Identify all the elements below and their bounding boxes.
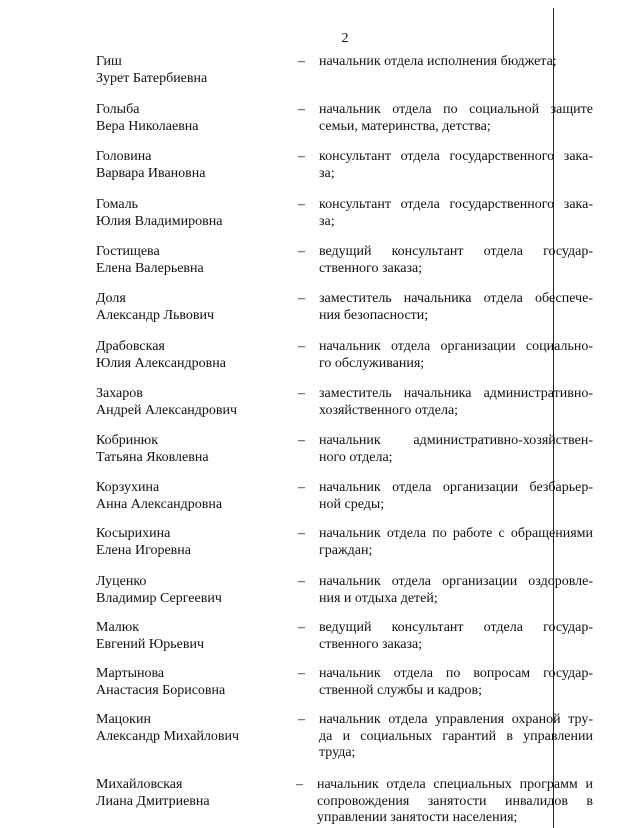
given-names: Вера Николаевна xyxy=(96,118,199,134)
dash: – xyxy=(298,54,305,69)
dash: – xyxy=(298,244,305,259)
position-line: заместитель начальника административно- xyxy=(319,386,593,401)
given-names: Александр Львович xyxy=(96,307,215,323)
position-line: труда; xyxy=(319,745,356,760)
position-line: начальник отдела по социальной защите xyxy=(319,102,593,117)
page-number: 2 xyxy=(341,31,349,46)
position-line: ния и отдыха детей; xyxy=(319,590,438,606)
surname: Косырихина xyxy=(96,526,171,541)
surname: Мацокин xyxy=(96,712,151,727)
surname: Корзухина xyxy=(96,480,160,495)
surname: Голыба xyxy=(96,102,140,117)
position-line: ственного заказа; xyxy=(319,636,423,652)
position-line: начальник отдела исполнения бюджета; xyxy=(319,54,557,69)
surname: Кобринюк xyxy=(96,433,159,448)
given-names: Андрей Александрович xyxy=(96,402,238,418)
employee-name xyxy=(96,574,286,607)
dash: – xyxy=(298,620,305,635)
position-line: семьи, материнства, детства; xyxy=(319,118,491,134)
position-line: за; xyxy=(319,213,335,229)
position-line: граждан; xyxy=(319,542,373,558)
position-line: ственного заказа; xyxy=(319,260,423,276)
given-names: Лиана Дмитриевна xyxy=(96,793,210,809)
surname: Доля xyxy=(96,291,126,306)
dash: – xyxy=(298,526,305,541)
position-line: за; xyxy=(319,165,335,181)
employee-name xyxy=(96,526,286,559)
given-names: Зурет Батербиевна xyxy=(96,70,208,86)
dash: – xyxy=(298,386,305,401)
position-line: ственной службы и кадров; xyxy=(319,682,483,698)
position-text xyxy=(319,526,593,559)
given-names: Юлия Владимировна xyxy=(96,213,223,229)
employee-name xyxy=(96,666,286,699)
dash: – xyxy=(296,777,303,792)
given-names: Варвара Ивановна xyxy=(96,165,206,181)
given-names: Елена Игоревна xyxy=(96,542,191,558)
employee-name xyxy=(96,620,286,653)
position-line: начальник отдела по вопросам государ- xyxy=(319,666,593,681)
position-line: ния безопасности; xyxy=(319,307,429,323)
position-line: начальник отдела по работе с обращениями xyxy=(319,526,593,541)
dash: – xyxy=(298,712,305,727)
employee-name xyxy=(96,433,286,466)
position-text xyxy=(319,433,593,466)
surname: Мартынова xyxy=(96,666,165,681)
given-names: Елена Валерьевна xyxy=(96,260,204,276)
position-text xyxy=(319,480,593,513)
position-line: ного отдела; xyxy=(319,449,393,465)
employee-name xyxy=(96,244,286,277)
employee-name xyxy=(96,291,286,324)
employee-name xyxy=(96,149,286,182)
position-line: консультант отдела государственного зака- xyxy=(319,197,593,212)
position-text xyxy=(319,620,593,653)
given-names: Евгений Юрьевич xyxy=(96,636,205,652)
employee-name xyxy=(96,102,286,135)
surname: Головина xyxy=(96,149,152,164)
position-line: да и социальных гарантий в управлении xyxy=(319,728,593,744)
position-line: хозяйственного отдела; xyxy=(319,402,459,418)
position-text xyxy=(319,574,593,607)
position-text xyxy=(319,712,593,762)
surname: Луценко xyxy=(96,574,147,589)
position-text xyxy=(319,149,593,182)
position-text xyxy=(319,244,593,277)
employee-name xyxy=(96,197,286,230)
position-line: консультант отдела государственного зака- xyxy=(319,149,593,164)
given-names: Татьяна Яковлевна xyxy=(96,449,209,465)
dash: – xyxy=(298,339,305,354)
dash: – xyxy=(298,666,305,681)
position-text xyxy=(319,291,593,324)
given-names: Юлия Александровна xyxy=(96,355,226,371)
dash: – xyxy=(298,480,305,495)
dash: – xyxy=(298,291,305,306)
position-line: начальник отдела специальных программ и xyxy=(317,777,593,792)
position-line: ной среды; xyxy=(319,496,385,512)
employee-name xyxy=(96,54,286,87)
given-names: Анна Александровна xyxy=(96,496,223,512)
position-line: начальник отдела организации оздоровле- xyxy=(319,574,593,589)
position-text xyxy=(317,777,593,827)
employee-name xyxy=(96,712,286,745)
position-line: го обслуживания; xyxy=(319,355,425,371)
position-line: начальник отдела организации безбарьер- xyxy=(319,480,593,495)
position-text xyxy=(319,54,593,71)
surname: Гиш xyxy=(96,54,122,69)
dash: – xyxy=(298,433,305,448)
position-line: сопровождения занятости инвалидов в xyxy=(317,793,593,809)
dash: – xyxy=(298,102,305,117)
position-text xyxy=(319,197,593,230)
surname: Гомаль xyxy=(96,197,139,212)
surname: Гостищева xyxy=(96,244,160,259)
position-text xyxy=(319,666,593,699)
position-text xyxy=(319,386,593,419)
position-line: начальник отдела организации социально- xyxy=(319,339,593,354)
dash: – xyxy=(298,197,305,212)
employee-name xyxy=(96,777,286,810)
given-names: Александр Михайлович xyxy=(96,728,240,744)
position-line: ведущий консультант отдела государ- xyxy=(319,620,593,635)
position-line: управлении занятости населения; xyxy=(317,810,518,825)
surname: Михайловская xyxy=(96,777,183,792)
position-line: начальник отдела управления охраной тру- xyxy=(319,712,593,727)
surname: Захаров xyxy=(96,386,143,401)
dash: – xyxy=(298,149,305,164)
position-text xyxy=(319,102,593,135)
position-line: ведущий консультант отдела государ- xyxy=(319,244,593,259)
employee-name xyxy=(96,386,286,419)
surname: Драбовская xyxy=(96,339,165,354)
position-text xyxy=(319,339,593,372)
surname: Малюк xyxy=(96,620,140,635)
given-names: Владимир Сергеевич xyxy=(96,590,222,606)
position-line: начальник административно-хозяйствен- xyxy=(319,433,593,448)
position-line: заместитель начальника отдела обеспече- xyxy=(319,291,593,306)
given-names: Анастасия Борисовна xyxy=(96,682,226,698)
dash: – xyxy=(298,574,305,589)
employee-name xyxy=(96,339,286,372)
employee-name xyxy=(96,480,286,513)
